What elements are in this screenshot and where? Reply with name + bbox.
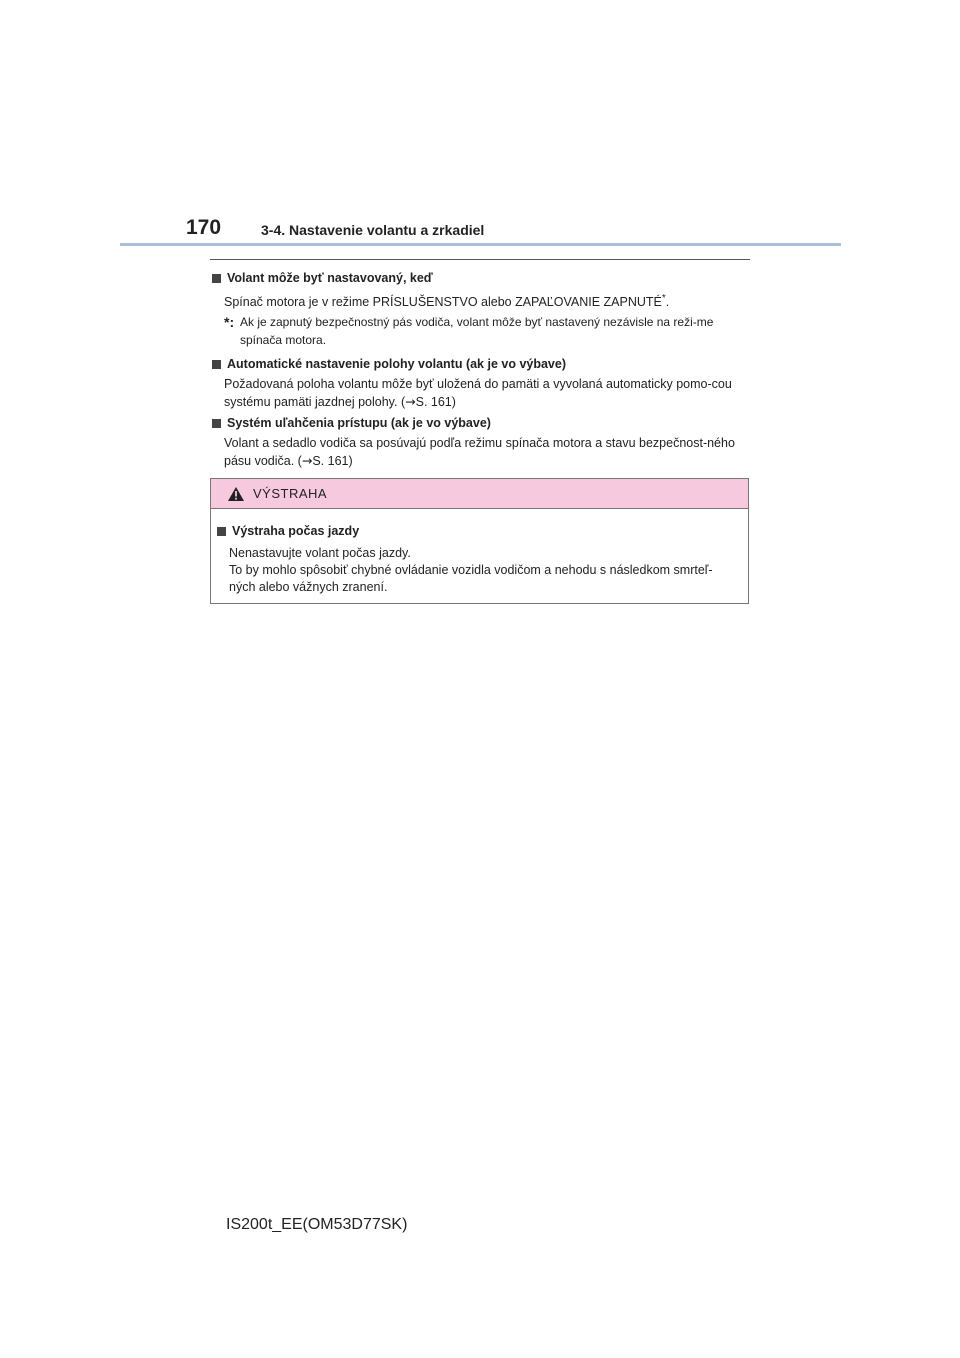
section-easy-access — [210, 415, 750, 470]
warning-text — [215, 545, 738, 596]
body-text: Spínač motora je v režime PRÍSLUŠENSTVO alebo ZAPAĽOVANIE ZAPNUTÉ — [224, 295, 662, 310]
section-body — [210, 290, 750, 311]
warning-line-1: Nenastavujte volant počas jazdy. — [229, 546, 411, 560]
warning-body — [211, 509, 748, 596]
content-rule — [210, 259, 750, 260]
footnote-marker: * — [661, 293, 666, 304]
section-heading — [210, 415, 750, 432]
warning-line-2: To by mohlo spôsobiť chybné ovládanie vozidla vodičom a nehodu s následkom smrteľ-ných alebo vážnych zranení. — [229, 563, 713, 594]
section-steering-adjust-when — [210, 270, 750, 349]
section-title: Automatické nastavenie polohy volantu (ak je vo výbave) — [227, 357, 566, 371]
header-rule — [120, 243, 841, 246]
square-bullet-icon — [217, 527, 226, 536]
section-title: Volant môže byť nastavovaný, keď — [227, 271, 433, 285]
square-bullet-icon — [212, 419, 221, 428]
footnote — [210, 313, 750, 349]
section-body — [210, 376, 750, 411]
warning-heading — [215, 523, 738, 540]
section-body — [210, 435, 750, 470]
page-number: 170 — [186, 216, 222, 239]
warning-triangle-icon — [227, 486, 245, 502]
body-suffix: . — [665, 295, 670, 310]
page-reference[interactable]: (→S. 161) — [400, 394, 456, 409]
section-heading — [210, 356, 750, 373]
page-reference[interactable]: (→S. 161) — [297, 453, 353, 468]
body-text: Volant a sedadlo vodiča sa posúvajú podľa režimu spínača motora a stavu bezpečnost-ného pásu vodiča. — [224, 436, 735, 468]
warning-header — [211, 479, 748, 509]
document-code: IS200t_EE(OM53D77SK) — [226, 1216, 408, 1233]
square-bullet-icon — [212, 274, 221, 283]
arrow-right-icon: → — [301, 453, 313, 468]
section-heading — [210, 270, 750, 287]
arrow-right-icon: → — [405, 394, 416, 409]
warning-label: VÝSTRAHA — [253, 486, 328, 501]
chapter-title: 3-4. Nastavenie volantu a zrkadiel — [261, 222, 485, 238]
square-bullet-icon — [212, 360, 221, 369]
body-text: Požadovaná poloha volantu môže byť uložená do pamäti a vyvolaná automaticky pomo-cou systému pamäti jazdnej polohy. — [224, 377, 732, 409]
section-auto-position — [210, 356, 750, 411]
footnote-label: *: — [224, 314, 235, 331]
warning-title: Výstraha počas jazdy — [232, 524, 360, 538]
warning-box — [210, 478, 749, 604]
section-title: Systém uľahčenia prístupu (ak je vo výbave) — [227, 416, 491, 430]
footnote-text: Ak je zapnutý bezpečnostný pás vodiča, volant môže byť nastavený nezávisle na reži-me spínača motora. — [240, 315, 714, 348]
